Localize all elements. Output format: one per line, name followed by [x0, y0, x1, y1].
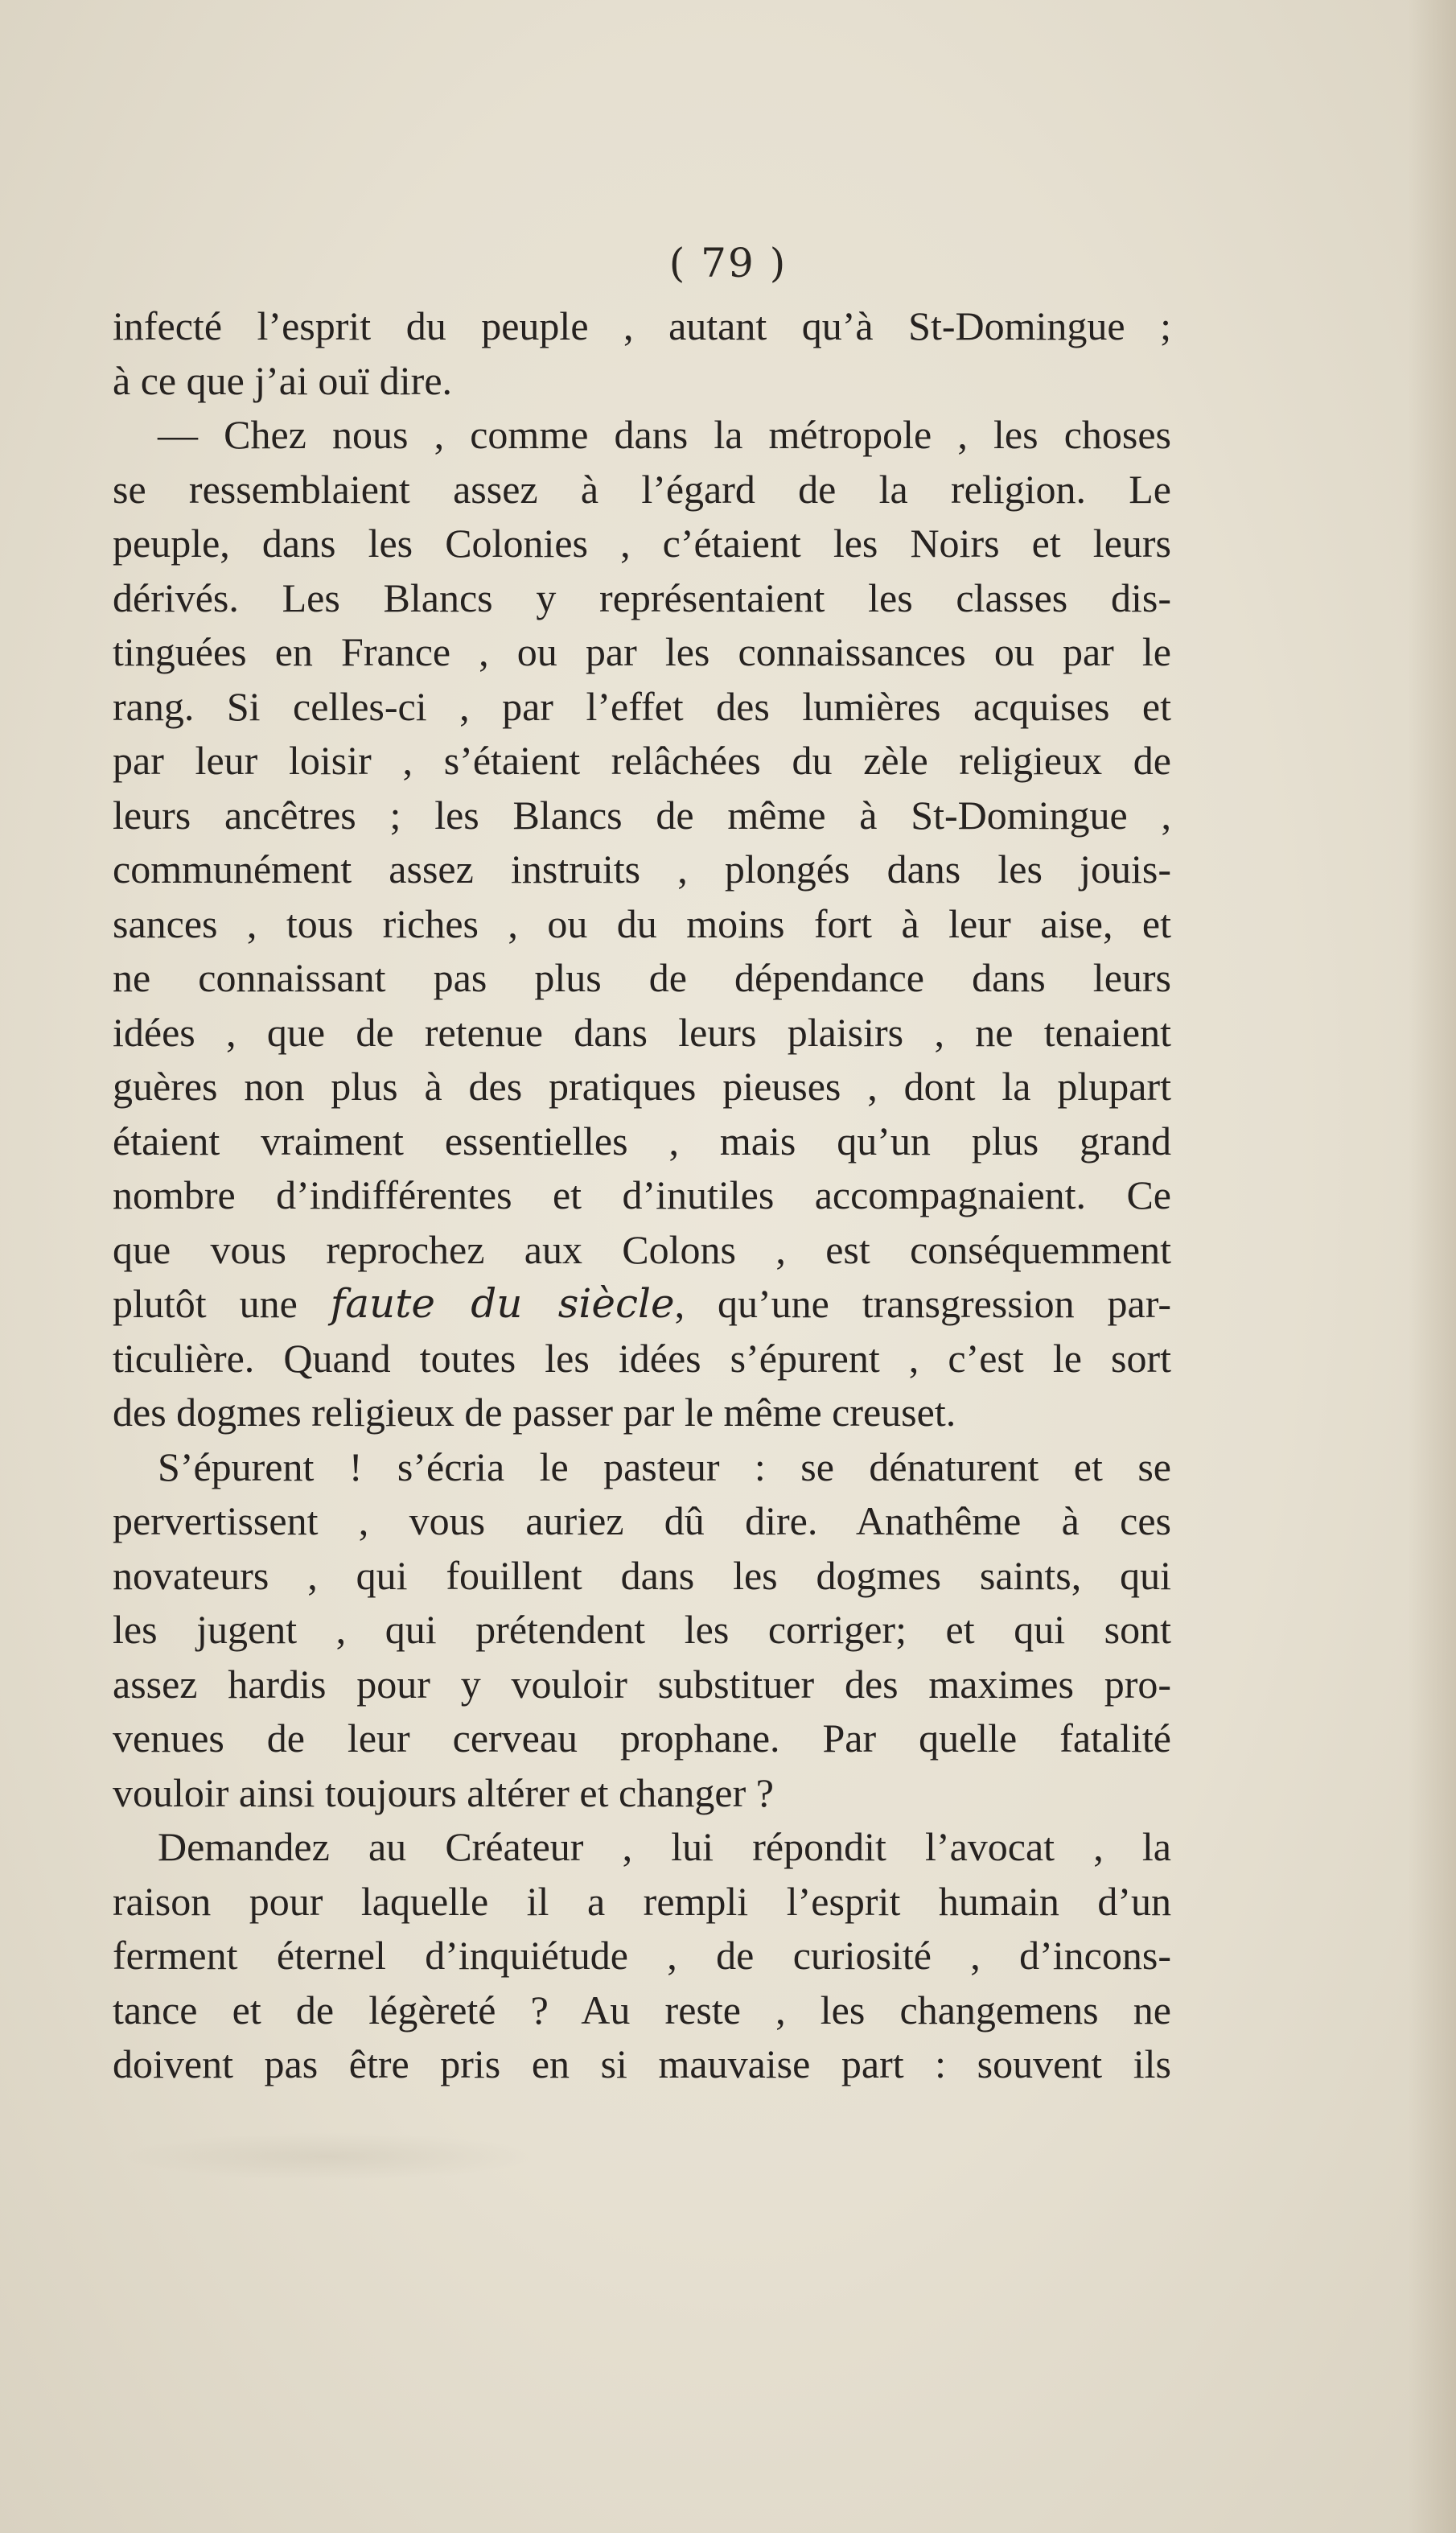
text-line: S’épurent ! s’écria le pasteur : se dénaturent et se — [158, 1444, 1171, 1489]
text-line: rang. Si celles-ci , par l’effet des lumières acquises et — [113, 683, 1171, 729]
text-line: pervertissent , vous auriez dû dire. Anathême à ces — [113, 1498, 1171, 1543]
text-line: tance et de légèreté ? Au reste , les changemens ne — [113, 1987, 1171, 2033]
text-line: communément assez instruits , plongés dans les jouis- — [113, 846, 1171, 892]
text-line: infecté l’esprit du peuple , autant qu’à St-Domingue ; — [113, 303, 1171, 348]
text-line: par leur loisir , s’étaient relâchées du zèle religieux de — [113, 738, 1171, 783]
text-line: peuple, dans les Colonies , c’étaient les Noirs et leurs — [113, 521, 1171, 566]
text-line: raison pour laquelle il a rempli l’esprit humain d’un — [113, 1878, 1171, 1924]
text-line: nombre d’indifférentes et d’inutiles accompagnaient. Ce — [113, 1172, 1171, 1217]
text-line: ne connaissant pas plus de dépendance dans leurs — [113, 955, 1171, 1000]
text-line: novateurs , qui fouillent dans les dogmes saints, qui — [113, 1552, 1171, 1598]
text-line: tinguées en France , ou par les connaissances ou par le — [113, 629, 1171, 674]
text-line: idées , que de retenue dans leurs plaisirs , ne tenaient — [113, 1009, 1171, 1055]
text-line: que vous reprochez aux Colons , est conséquemment — [113, 1226, 1171, 1272]
text-line: des dogmes religieux de passer par le même creuset. — [113, 1390, 956, 1435]
text-line: dérivés. Les Blancs y représentaient les classes dis- — [113, 575, 1171, 620]
text-line: ferment éternel d’inquiétude , de curiosité , d’incons- — [113, 1933, 1171, 1978]
text-line: guères non plus à des pratiques pieuses , dont la plupart — [113, 1064, 1171, 1109]
text-line: se ressemblaient assez à l’égard de la religion. Le — [113, 466, 1171, 512]
text-line: leurs ancêtres ; les Blancs de même à St-Domingue , — [113, 792, 1171, 838]
text-line: vouloir ainsi toujours altérer et changer ? — [113, 1769, 774, 1815]
text-line: les jugent , qui prétendent les corriger; et qui sont — [113, 1607, 1171, 1652]
text-line: ticulière. Quand toutes les idées s’épurent , c’est le sort — [113, 1335, 1171, 1381]
text-line: venues de leur cerveau prophane. Par quelle fatalité — [113, 1715, 1171, 1761]
body-text — [113, 299, 1171, 2092]
text-line: sances , tous riches , ou du moins fort à leur aise, et — [113, 900, 1171, 946]
text-line: étaient vraiment essentielles , mais qu’un plus grand — [113, 1118, 1171, 1164]
ink-smudge — [121, 2132, 539, 2181]
page-number: ( 79 ) — [668, 240, 788, 286]
text-line: — Chez nous , comme dans la métropole , les choses — [158, 412, 1171, 457]
italic-phrase: faute du siècle — [330, 1280, 675, 1327]
text-line: Demandez au Créateur , lui répondit l’avocat , la — [158, 1824, 1171, 1869]
text-line: à ce que j’ai ouï dire. — [113, 357, 453, 403]
text-line: assez hardis pour y vouloir substituer des maximes pro- — [113, 1661, 1171, 1707]
text-segment: plutôt une — [113, 1281, 298, 1326]
text-line-with-italic — [113, 1277, 1171, 1332]
text-segment: , qu’une transgression par- — [674, 1281, 1171, 1326]
text-line: doivent pas être pris en si mauvaise part : souvent ils — [113, 2041, 1171, 2086]
